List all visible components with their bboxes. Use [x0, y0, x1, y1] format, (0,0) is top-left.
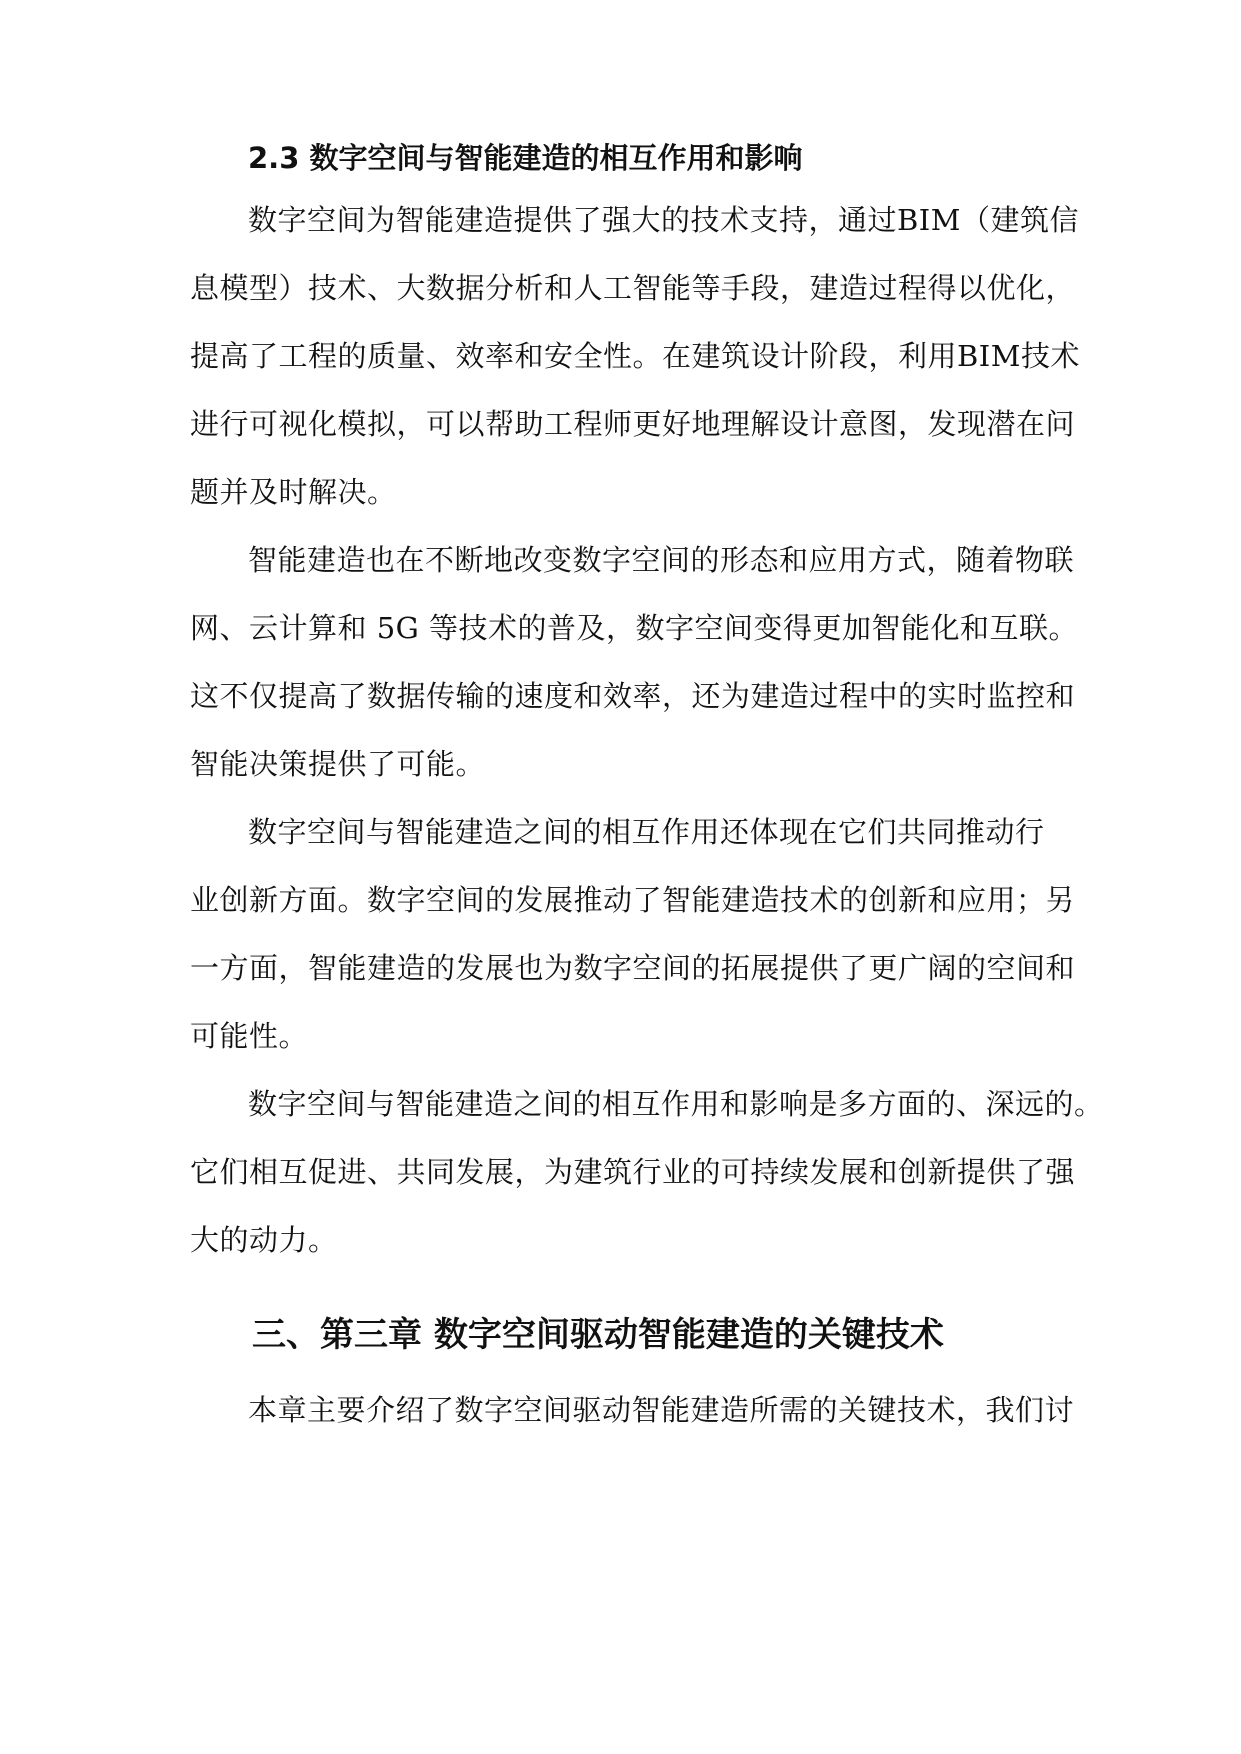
paragraph-1-line-5: 题并及时解决。: [190, 475, 397, 509]
paragraph-3-line-4: 可能性。: [190, 1019, 309, 1053]
paragraph-4-line-2: 它们相互促进、共同发展，为建筑行业的可持续发展和创新提供了强: [190, 1155, 1076, 1189]
paragraph-1-line-1: 数字空间为智能建造提供了强大的技术支持，通过BIM（建筑信: [248, 203, 1079, 237]
paragraph-3-line-1: 数字空间与智能建造之间的相互作用还体现在它们共同推动行: [248, 815, 1045, 849]
paragraph-2-line-1: 智能建造也在不断地改变数字空间的形态和应用方式，随着物联: [248, 543, 1075, 577]
paragraph-1-line-4: 进行可视化模拟，可以帮助工程师更好地理解设计意图，发现潜在问: [190, 407, 1076, 441]
paragraph-1-line-3: 提高了工程的质量、效率和安全性。在建筑设计阶段，利用BIM技术: [190, 339, 1080, 373]
paragraph-4-line-1: 数字空间与智能建造之间的相互作用和影响是多方面的、深远的。: [248, 1087, 1104, 1121]
paragraph-2-line-2: 网、云计算和 5G 等技术的普及，数字空间变得更加智能化和互联。: [190, 611, 1079, 645]
paragraph-2-line-3: 这不仅提高了数据传输的速度和效率，还为建造过程中的实时监控和: [190, 679, 1076, 713]
paragraph-4-line-3: 大的动力。: [190, 1223, 338, 1257]
paragraph-3-line-2: 业创新方面。数字空间的发展推动了智能建造技术的创新和应用；另: [190, 883, 1076, 917]
paragraph-2-line-4: 智能决策提供了可能。: [190, 747, 486, 781]
paragraph-1-line-2: 息模型）技术、大数据分析和人工智能等手段，建造过程得以优化，: [190, 271, 1076, 305]
paragraph-3-line-3: 一方面，智能建造的发展也为数字空间的拓展提供了更广阔的空间和: [190, 951, 1076, 985]
chapter-intro-line-1: 本章主要介绍了数字空间驱动智能建造所需的关键技术，我们讨: [248, 1393, 1075, 1427]
section-heading: 2.3 数字空间与智能建造的相互作用和影响: [248, 141, 803, 175]
chapter-heading: 三、第三章 数字空间驱动智能建造的关键技术: [252, 1315, 944, 1355]
